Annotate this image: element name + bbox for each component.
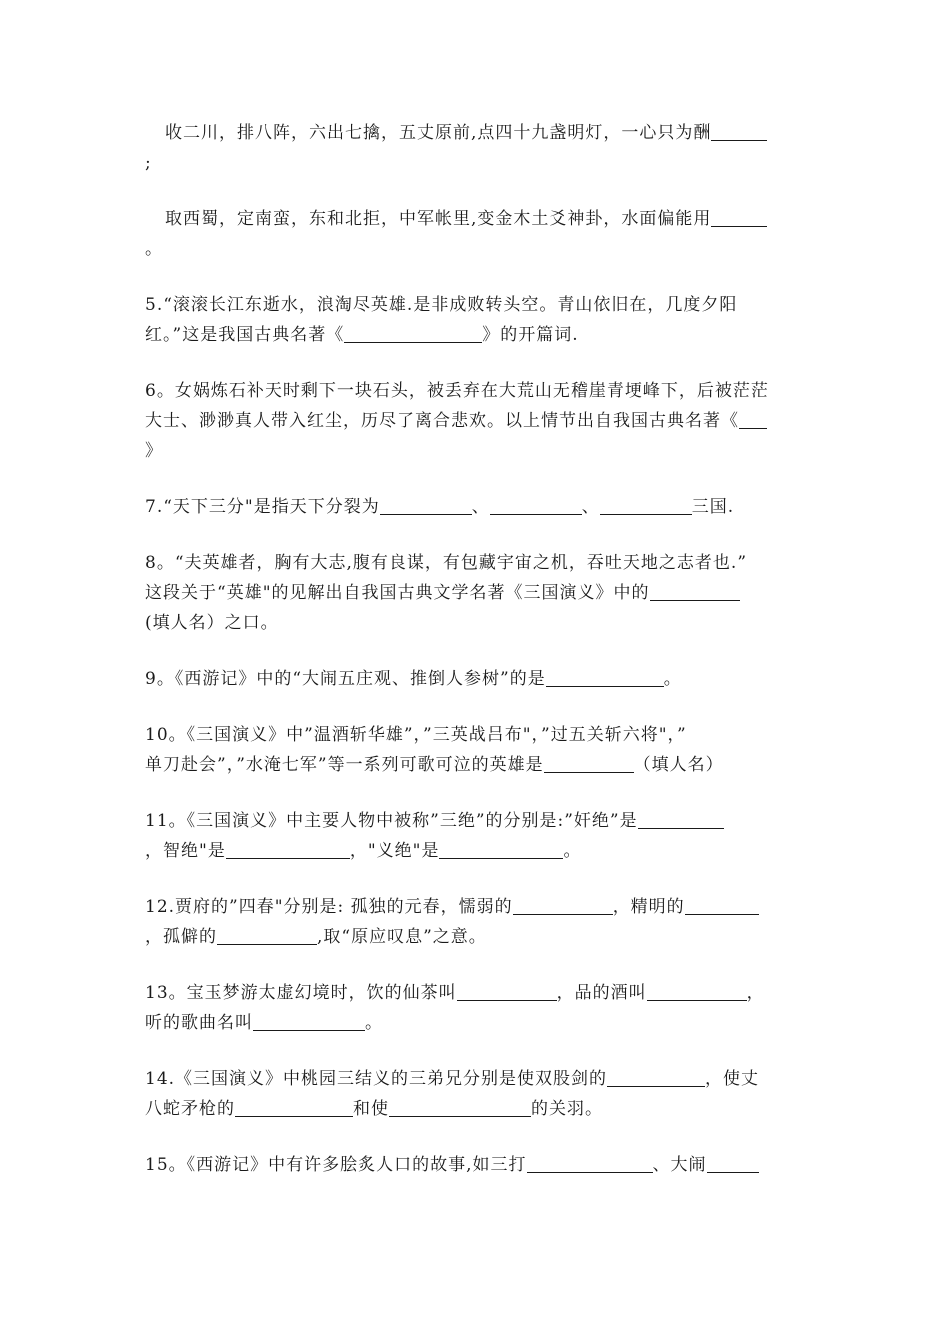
- q14-text-2b: 和使: [353, 1099, 389, 1119]
- q10-text-1: 10。《三国演义》中”温酒斩华雄”，”三英战吕布"，”过五关斩六将"，”: [145, 725, 687, 745]
- q13-line-1: [145, 978, 810, 1008]
- q9-line: [145, 664, 810, 694]
- q13-text-1b: ，品的酒叫: [556, 983, 647, 1003]
- q7-blank-2: [490, 494, 582, 515]
- q10-line-2: [145, 750, 810, 780]
- q14-blank-3: [389, 1096, 531, 1117]
- q15-text-1b: 、大闹: [652, 1155, 707, 1175]
- q4-blank-2: [711, 206, 767, 227]
- q14-line-1: [145, 1064, 810, 1094]
- q11-line-1: [145, 806, 810, 836]
- q13-text-1a: 13。宝玉梦游太虚幻境时，饮的仙茶叫: [145, 983, 457, 1003]
- q14-blank-2: [235, 1096, 353, 1117]
- q13-blank-1: [457, 980, 557, 1001]
- q12-text-2b: ,取“原应叹息”之意。: [317, 927, 487, 947]
- q12-text-1a: 12.贾府的”四春"分别是: 孤独的元春，懦弱的: [145, 897, 513, 917]
- q4-line-2-end: [145, 234, 810, 264]
- q4-text-1-end: ;: [145, 153, 152, 173]
- q11-blank-2: [226, 838, 350, 859]
- q14-blank-1: [607, 1066, 705, 1087]
- q5-blank: [344, 322, 482, 343]
- q14-line-2: [145, 1094, 810, 1124]
- q11-text-2b: ，"义绝"是: [349, 841, 440, 861]
- q12-line-1: [145, 892, 810, 922]
- q5-line-1: [145, 290, 810, 320]
- q13-line-2: [145, 1008, 810, 1038]
- q8-blank: [650, 580, 740, 601]
- document-page: [145, 118, 810, 1180]
- q13-blank-3: [253, 1010, 365, 1031]
- q4-line-1: [145, 118, 810, 148]
- q7-blank-3: [600, 494, 692, 515]
- q14-text-1b: ，使丈: [705, 1069, 760, 1089]
- q5-text-1: 5.“滚滚长江东逝水，浪淘尽英雄.是非成败转头空。青山依旧在，几度夕阳: [145, 295, 738, 315]
- q15-line-1: [145, 1150, 810, 1180]
- q6-blank: [739, 408, 767, 429]
- q10-text-2a: 单刀赴会”，”水淹七军”等一系列可歌可泣的英雄是: [145, 755, 544, 775]
- q9-blank: [546, 666, 664, 687]
- q11-text-1a: 11。《三国演义》中主要人物中被称”三绝”的分别是:”奸绝”是: [145, 811, 638, 831]
- q6-text-3: 》: [145, 441, 163, 461]
- q5-text-2b: 》的开篇词.: [482, 325, 579, 345]
- q7-sep-1: 、: [471, 497, 490, 517]
- q10-line-1: [145, 720, 810, 750]
- q7-text-a: 7.“天下三分"是指天下分裂为: [145, 497, 380, 517]
- q11-text-2a: ，智绝"是: [145, 841, 226, 861]
- q6-line-2: [145, 406, 810, 436]
- q6-line-1: [145, 376, 810, 406]
- q14-text-2c: 的关羽。: [531, 1099, 603, 1119]
- q15-text-1a: 15。《西游记》中有许多脍炙人口的故事,如三打: [145, 1155, 527, 1175]
- q6-line-3: [145, 436, 810, 466]
- q14-text-1a: 14.《三国演义》中桃园三结义的三弟兄分别是使双股剑的: [145, 1069, 608, 1089]
- q8-line-1: [145, 548, 810, 578]
- q13-blank-2: [647, 980, 747, 1001]
- q15-blank-2: [707, 1152, 759, 1173]
- q13-text-2a: 听的歌曲名叫: [145, 1013, 253, 1033]
- q8-text-2a: 这段关于“英雄"的见解出自我国古典文学名著《三国演义》中的: [145, 583, 650, 603]
- q12-line-2: [145, 922, 810, 952]
- q4-line-1-end: [145, 148, 810, 178]
- q7-sep-2: 、: [581, 497, 600, 517]
- q9-text-b: 。: [663, 669, 682, 689]
- q8-line-2: [145, 578, 810, 608]
- q6-text-1: 6。女娲炼石补天时剩下一块石头，被丢弃在大荒山无稽崖青埂峰下，后被茫茫: [145, 381, 769, 401]
- q7-text-b: 三国.: [691, 497, 735, 517]
- q8-text-3: (填人名）之口。: [145, 613, 279, 633]
- q12-text-2a: ，孤僻的: [145, 927, 217, 947]
- q11-blank-3: [439, 838, 563, 859]
- q7-blank-1: [380, 494, 472, 515]
- q11-line-2: [145, 836, 810, 866]
- q7-line: [145, 492, 810, 522]
- q4-text-1: 收二川，排八阵，六出七擒，五丈原前,点四十九盏明灯，一心只为酬: [165, 123, 712, 143]
- q4-text-2: 取西蜀，定南蛮，东和北拒，中军帐里,变金木土爻神卦，水面偏能用: [165, 209, 712, 229]
- q11-text-2c: 。: [563, 841, 582, 861]
- q10-blank: [544, 752, 634, 773]
- q13-text-1c: ，: [746, 983, 765, 1003]
- q4-text-2-end: 。: [145, 239, 163, 259]
- q9-text-a: 9。《西游记》中的“大闹五庄观、推倒人参树”的是: [145, 669, 546, 689]
- q11-blank-1: [638, 808, 724, 829]
- q4-blank-1: [711, 120, 767, 141]
- q8-text-1: 8。“夫英雄者，胸有大志,腹有良谋，有包藏宇宙之机，吞吐天地之志者也.”: [145, 553, 748, 573]
- q5-line-2: [145, 320, 810, 350]
- q10-text-2b: （填人名）: [633, 755, 724, 775]
- q8-line-3: [145, 608, 810, 638]
- q6-text-2a: 大士、渺渺真人带入红尘，历尽了离合悲欢。以上情节出自我国古典名著《: [145, 411, 739, 431]
- q12-text-1b: ，精明的: [612, 897, 685, 917]
- q5-text-2a: 红。”这是我国古典名著《: [145, 325, 345, 345]
- q12-blank-2: [685, 894, 759, 915]
- q4-line-2: [145, 204, 810, 234]
- q14-text-2a: 八蛇矛枪的: [145, 1099, 235, 1119]
- q12-blank-3: [217, 924, 317, 945]
- q12-blank-1: [513, 894, 613, 915]
- q13-text-2b: 。: [365, 1013, 383, 1033]
- q15-blank-1: [527, 1152, 653, 1173]
